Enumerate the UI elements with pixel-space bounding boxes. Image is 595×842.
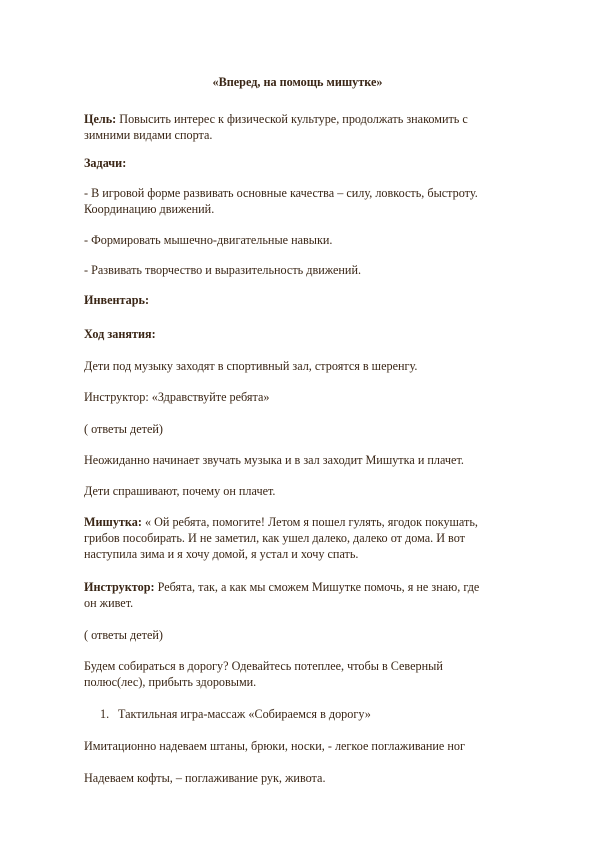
goal-label: Цель: xyxy=(84,112,117,126)
instructor-label: Инструктор: xyxy=(84,580,155,594)
instructor-paragraph xyxy=(84,580,564,596)
goal-text: Повысить интерес к физической культуре, продолжать знакомить с xyxy=(116,112,468,126)
task-1-continued: Координацию движений. xyxy=(84,202,215,216)
goal-paragraph xyxy=(84,112,564,128)
mishutka-paragraph xyxy=(84,515,564,531)
lesson-heading: Ход занятия: xyxy=(84,327,156,341)
paragraph-children-answers-2: ( ответы детей) xyxy=(84,628,163,642)
paragraph-put-on-pants: Имитационно надеваем штаны, брюки, носки, - легкое поглаживание ног xyxy=(84,739,465,753)
paragraph-children-ask: Дети спрашивают, почему он плачет. xyxy=(84,484,276,498)
mishutka-text: « Ой ребята, помогите! Летом я пошел гулять, ягодок покушать, xyxy=(141,515,478,529)
paragraph-children-answers: ( ответы детей) xyxy=(84,422,163,436)
paragraph-getting-ready-line2: полюс(лес), прибыть здоровыми. xyxy=(84,675,257,689)
list-item-number: 1. xyxy=(100,707,110,721)
paragraph-put-on-jackets: Надеваем кофты, – поглаживание рук, живота. xyxy=(84,771,326,785)
task-3: - Развивать творчество и выразительность движений. xyxy=(84,263,362,277)
task-2: - Формировать мышечно-двигательные навыки. xyxy=(84,233,333,247)
tasks-heading: Задачи: xyxy=(84,156,127,170)
mishutka-label: Мишутка: xyxy=(84,515,142,529)
paragraph-mishutka-enters: Неожиданно начинает звучать музыка и в зал заходит Мишутка и плачет. xyxy=(84,453,464,467)
instructor-text-line2: он живет. xyxy=(84,596,134,610)
document-title: «Вперед, на помощь мишутке» xyxy=(212,75,383,89)
mishutka-text-line2: грибов пособирать. И не заметил, как ушел далеко, далеко от дома. И вот xyxy=(84,531,465,545)
inventory-heading: Инвентарь: xyxy=(84,293,150,307)
paragraph-greeting: Инструктор: «Здравствуйте ребята» xyxy=(84,390,270,404)
paragraph-getting-ready: Будем собираться в дорогу? Одевайтесь потеплее, чтобы в Северный xyxy=(84,659,443,673)
goal-text-continued: зимними видами спорта. xyxy=(84,128,213,142)
list-item-text: Тактильная игра-массаж «Собираемся в дорогу» xyxy=(118,707,371,721)
paragraph-entrance: Дети под музыку заходят в спортивный зал, строятся в шеренгу. xyxy=(84,359,418,373)
instructor-text: Ребята, так, а как мы сможем Мишутке помочь, я не знаю, где xyxy=(154,580,480,594)
task-1: - В игровой форме развивать основные качества – силу, ловкость, быстроту. xyxy=(84,186,478,200)
mishutka-text-line3: наступила зима и я хочу домой, я устал и хочу спать. xyxy=(84,547,359,561)
